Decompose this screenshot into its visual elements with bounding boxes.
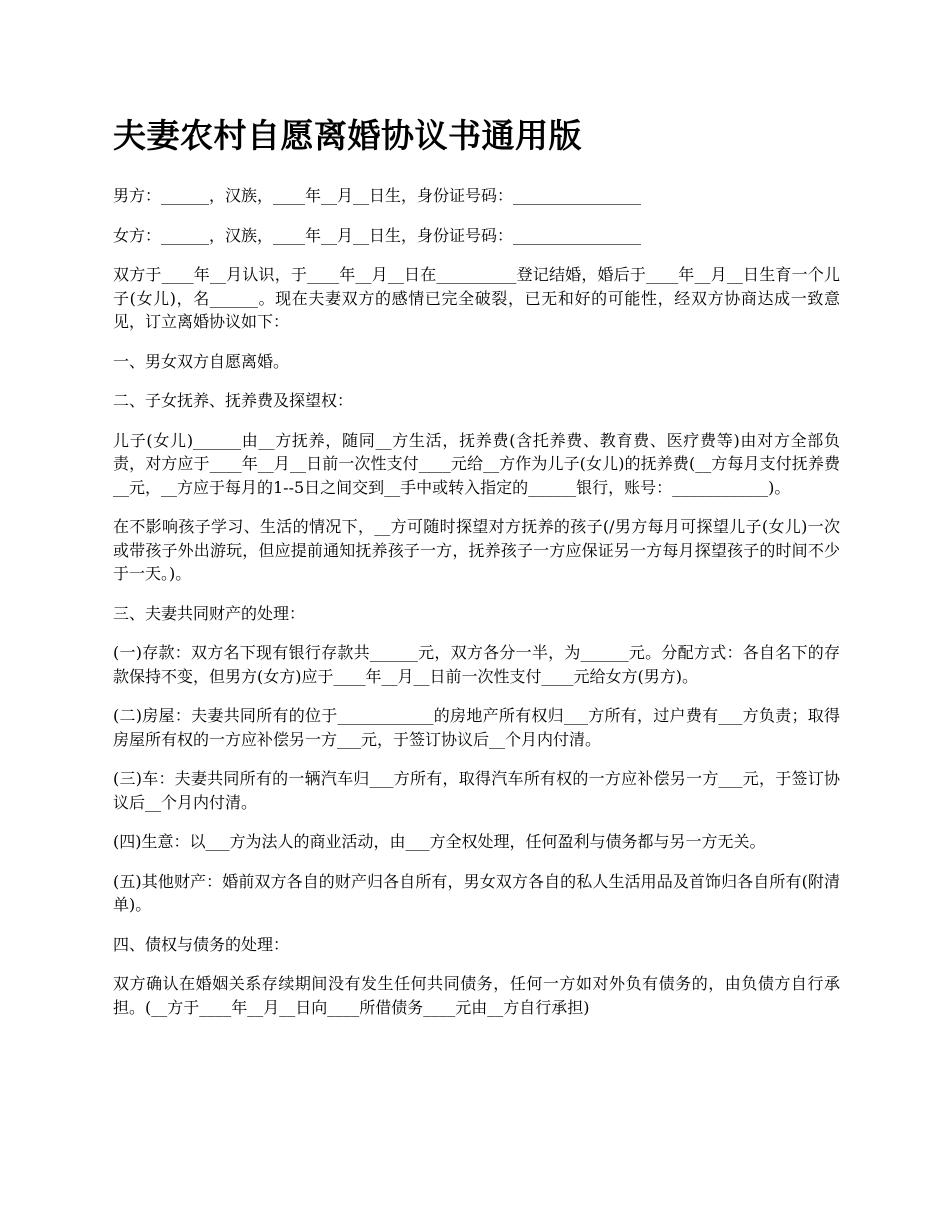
section-4-heading: 四、债权与债务的处理：: [113, 934, 290, 954]
other-property-clause: (五)其他财产：婚前双方各自的财产归各自所有，男女双方各自的私人生活用品及首饰归各自所有(附清单)。: [113, 871, 840, 914]
savings-clause: (一)存款：双方名下现有银行存款共______元，双方各分一半，为______元。分配方式：各自名下的存款保持不变，但男方(女方)应于____年__月__日前一次性支付____元给女方(男方)。: [113, 643, 840, 686]
document-page: [113, 112, 840, 1035]
section-1-heading: 一、男女双方自愿离婚。: [113, 351, 290, 371]
car-clause: (三)车：夫妻共同所有的一辆汽车归___方所有，取得汽车所有权的一方应补偿另一方___元，于签订协议后__个月内付清。: [113, 769, 840, 812]
male-party-line: 男方：______，汉族，____年__月__日生，身份证号码：________________: [113, 186, 642, 205]
business-clause: (四)生意：以___方为法人的商业活动，由___方全权处理，任何盈利与债务都与另一方无关。: [113, 832, 766, 851]
marriage-background: 双方于____年__月认识，于____年__月__日在__________登记结婚，婚后于____年__月__日生育一个儿子(女儿)，名______。现在夫妻双方的感情已完全破裂，已无和好的可能性，经双方协商达成一致意见，订立离婚协议如下：: [113, 265, 840, 331]
child-custody-clause: 儿子(女儿)______由__方抚养，随同__方生活，抚养费(含托养费、教育费、医疗费等)由对方全部负责，对方应于____年__月__日前一次性支付____元给__方作为儿子(女儿)的抚养费(__方每月支付抚养费__元，__方应于每月的1--5日之间交到__手中或转入指定的______银行，账号：____________)。: [113, 430, 840, 497]
house-clause: (二)房屋：夫妻共同所有的位于____________的房地产所有权归___方所有，过户费有___方负责；取得房屋所有权的一方应补偿另一方___元，于签订协议后__个月内付清。: [113, 706, 840, 749]
section-2-heading: 二、子女抚养、抚养费及探望权：: [113, 391, 354, 410]
female-party-line: 女方：______，汉族，____年__月__日生，身份证号码：________________: [113, 225, 642, 245]
document-title: 夫妻农村自愿离婚协议书通用版: [113, 116, 582, 155]
section-3-heading: 三、夫妻共同财产的处理：: [113, 603, 306, 623]
visitation-clause: 在不影响孩子学习、生活的情况下，__方可随时探望对方抚养的孩子(/男方每月可探望儿子(女儿)一次或带孩子外出游玩，但应提前通知抚养孩子一方，抚养孩子一方应保证另一方每月探望孩子的时间不少于一天。)。: [113, 517, 840, 583]
debt-clause: 双方确认在婚姻关系存续期间没有发生任何共同债务，任何一方如对外负有债务的，由负债方自行承担。(__方于____年__月__日向____所借债务____元由__方自行承担): [113, 974, 840, 1017]
